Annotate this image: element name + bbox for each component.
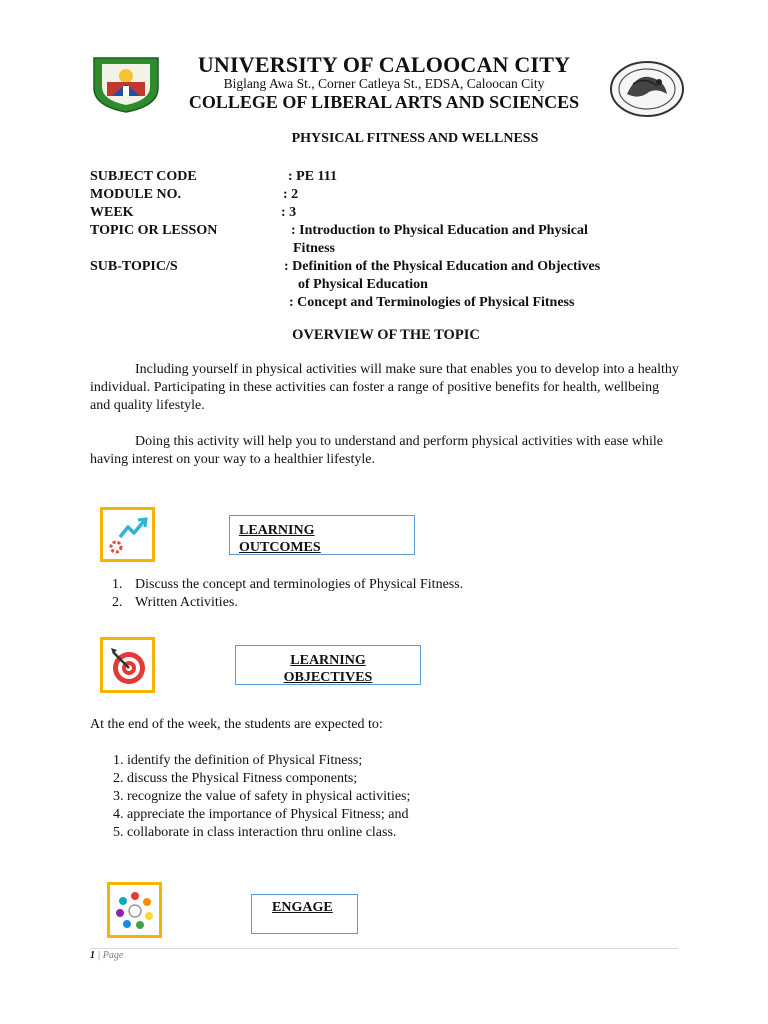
learning-objectives-list <box>113 752 410 842</box>
list-item: 4. appreciate the importance of Physical Fitness; and <box>113 807 409 822</box>
topic-value-line1: : Introduction to Physical Education and Physical <box>291 223 588 238</box>
subject-code-label: SUBJECT CODE <box>90 169 197 184</box>
overview-paragraph-1: Including yourself in physical activities will make sure that enables you to develop into a healthy individual. Participating in these activities can foster a range of positive benefits for health, wellbeing and quality lifestyle. <box>90 362 679 413</box>
learning-objectives-icon-box <box>100 637 155 693</box>
page-number: 1 <box>90 950 95 961</box>
learning-outcomes-icon-box <box>100 507 155 562</box>
module-value: : 2 <box>283 187 299 202</box>
engage-label: ENGAGE <box>272 900 333 915</box>
footer-divider <box>90 948 678 949</box>
subtopic-value-line3: : Concept and Terminologies of Physical Fitness <box>289 295 575 310</box>
people-circle-icon <box>114 889 156 936</box>
subject-title: PHYSICAL FITNESS AND WELLNESS <box>291 131 539 146</box>
learning-objectives-label-line2: OBJECTIVES <box>283 670 373 685</box>
learning-outcomes-box <box>229 515 415 555</box>
learning-outcomes-list <box>112 576 463 612</box>
engage-box <box>251 894 358 934</box>
week-label: WEEK <box>90 205 134 220</box>
target-icon <box>107 644 149 691</box>
subtopic-value-line2: of Physical Education <box>298 277 428 292</box>
page-separator: | <box>95 950 103 961</box>
subject-code-value: : PE 111 <box>288 169 338 184</box>
list-item: 3. recognize the value of safety in physical activities; <box>113 789 411 804</box>
list-item: 2. Written Activities. <box>112 595 238 610</box>
learning-outcomes-label-line2: OUTCOMES <box>239 540 321 555</box>
university-address: Biglang Awa St., Corner Catleya St., EDSA, Caloocan City <box>223 76 545 91</box>
subtopic-value-line1: : Definition of the Physical Education and Objectives <box>284 259 601 274</box>
university-name: UNIVERSITY OF CALOOCAN CITY <box>197 52 571 77</box>
learning-objectives-box <box>235 645 421 685</box>
overview-heading: OVERVIEW OF THE TOPIC <box>292 327 480 343</box>
subtopic-label: SUB-TOPIC/S <box>90 259 178 274</box>
list-item: 1. Discuss the concept and terminologies of Physical Fitness. <box>112 577 464 592</box>
learning-outcomes-label-line1: LEARNING <box>239 523 315 538</box>
learning-objectives-label-line1: LEARNING <box>290 653 366 668</box>
page-label: Page <box>102 950 124 961</box>
list-item: 1. identify the definition of Physical Fitness; <box>113 753 363 768</box>
week-value: : 3 <box>281 205 297 220</box>
learning-objectives-intro: At the end of the week, the students are expected to: <box>90 717 383 732</box>
module-label: MODULE NO. <box>90 187 181 202</box>
topic-value-line2: Fitness <box>293 241 335 256</box>
overview-paragraph-2: Doing this activity will help you to understand and perform physical activities with ease while having interest on your way to a healthier lifestyle. <box>90 434 663 467</box>
list-item: 2. discuss the Physical Fitness components; <box>113 771 358 786</box>
page-footer <box>90 950 123 961</box>
engage-icon-box <box>107 882 162 938</box>
topic-label: TOPIC OR LESSON <box>90 223 218 238</box>
list-item: 5. collaborate in class interaction thru online class. <box>113 825 397 840</box>
college-name: COLLEGE OF LIBERAL ARTS AND SCIENCES <box>188 92 580 112</box>
chart-growth-icon <box>106 513 150 562</box>
